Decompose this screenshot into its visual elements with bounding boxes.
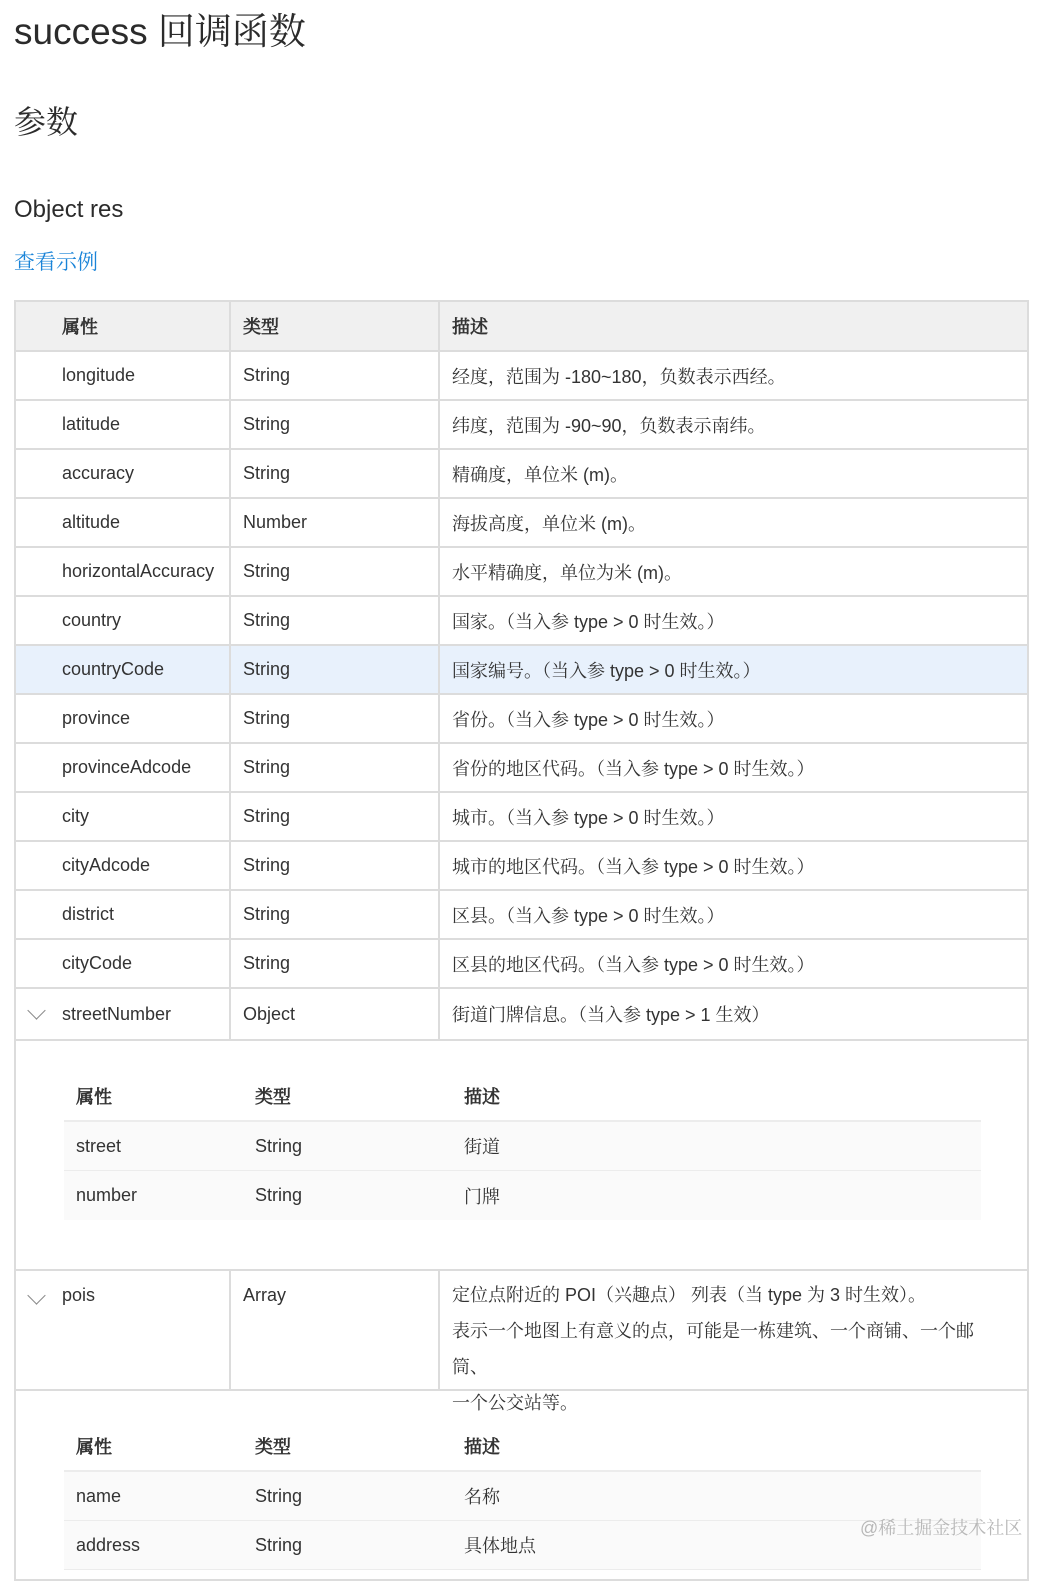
row-desc: 区县。（当入参 type > 0 时生效。）: [452, 905, 725, 926]
street-number-subtable-wrap: [16, 1041, 1027, 1271]
subtable-row: [64, 1521, 981, 1570]
row-type: String: [231, 842, 440, 889]
header-property: 属性: [16, 302, 231, 350]
sub-row-type: String: [255, 1485, 303, 1506]
table-header: [16, 302, 1027, 352]
street-number-row[interactable]: [16, 989, 1027, 1041]
row-type: Number: [231, 499, 440, 546]
row-name: district: [16, 891, 231, 938]
sub-header-desc: 描述: [464, 1436, 500, 1457]
table-row: [16, 597, 1027, 646]
sub-row-type: String: [255, 1185, 303, 1205]
object-heading: Object res: [14, 196, 124, 223]
pois-desc-line: 表示一个地图上有意义的点，可能是一栋建筑、一个商铺、一个邮筒、: [452, 1321, 974, 1377]
sub-row-desc: 街道: [464, 1137, 500, 1157]
street-number-subtable: [64, 1071, 981, 1220]
subtable-row: [64, 1171, 981, 1220]
sub-header-property: 属性: [76, 1436, 112, 1457]
row-desc: 省份的地区代码。（当入参 type > 0 时生效。）: [452, 758, 815, 779]
row-type: String: [231, 695, 440, 742]
row-type: Array: [231, 1271, 440, 1389]
table-row: [16, 695, 1027, 744]
sub-row-name: number: [76, 1185, 138, 1205]
subtable-row: [64, 1472, 981, 1521]
row-desc: 国家。（当入参 type > 0 时生效。）: [452, 611, 725, 632]
row-type: String: [231, 548, 440, 595]
chevron-down-icon[interactable]: [27, 1286, 45, 1304]
pois-desc-line: 定位点附近的 POI（兴趣点） 列表（当 type 为 3 时生效）。: [452, 1285, 927, 1305]
table-row: [16, 499, 1027, 548]
view-example-link[interactable]: 查看示例: [14, 251, 98, 274]
row-type: String: [231, 450, 440, 497]
sub-row-name: street: [76, 1135, 122, 1156]
row-name: cityAdcode: [16, 842, 231, 889]
row-type: String: [231, 597, 440, 644]
pois-row[interactable]: [16, 1271, 1027, 1413]
row-type: String: [231, 401, 440, 448]
row-desc: 国家编号。（当入参 type > 0 时生效。）: [452, 660, 761, 681]
pois-desc-line: 一个公交站等。: [452, 1393, 578, 1413]
sub-row-type: String: [255, 1534, 303, 1555]
pois-name-cell[interactable]: [16, 1271, 231, 1389]
row-type: String: [231, 891, 440, 938]
row-name: latitude: [16, 401, 231, 448]
row-desc: 纬度，范围为 -90~90，负数表示南纬。: [452, 415, 766, 436]
row-desc: 街道门牌信息。（当入参 type > 1 生效）: [452, 1005, 770, 1025]
table-row: [16, 352, 1027, 401]
row-desc: 海拔高度，单位米 (m)。: [452, 513, 646, 534]
row-name: horizontalAccuracy: [16, 548, 231, 595]
row-name: countryCode: [16, 646, 231, 693]
table-row: [16, 940, 1027, 989]
row-name: pois: [62, 1285, 96, 1305]
sub-header-desc: 描述: [464, 1086, 500, 1107]
row-name: country: [16, 597, 231, 644]
sub-row-desc: 门牌: [464, 1186, 500, 1207]
subtable-row: [64, 1122, 981, 1171]
row-desc: [440, 1271, 1027, 1421]
page-title: success 回调函数: [14, 11, 306, 52]
sub-row-name: address: [76, 1534, 141, 1555]
row-name: altitude: [16, 499, 231, 546]
section-heading: 参数: [14, 104, 79, 140]
sub-row-type: String: [255, 1135, 303, 1156]
table-row: [16, 401, 1027, 450]
table-row: [16, 891, 1027, 940]
street-number-name-cell[interactable]: [16, 989, 231, 1039]
table-row: [16, 744, 1027, 793]
chevron-down-icon[interactable]: [27, 1001, 45, 1019]
sub-header-type: 类型: [255, 1086, 291, 1107]
row-desc: 经度，范围为 -180~180，负数表示西经。: [452, 366, 786, 387]
row-name: longitude: [16, 352, 231, 399]
sub-header-property: 属性: [76, 1086, 112, 1107]
pois-subtable: [64, 1421, 981, 1570]
row-name: provinceAdcode: [16, 744, 231, 791]
row-name: accuracy: [16, 450, 231, 497]
row-name: province: [16, 695, 231, 742]
subtable-header: [64, 1421, 981, 1472]
sub-row-desc: 具体地点: [464, 1536, 536, 1556]
subtable-header: [64, 1071, 981, 1122]
table-row: [16, 548, 1027, 597]
table-row-highlighted: [16, 646, 1027, 695]
params-table: [14, 300, 1029, 1581]
row-desc: 城市。（当入参 type > 0 时生效。）: [452, 807, 725, 828]
row-type: String: [231, 940, 440, 987]
header-type: 类型: [231, 302, 440, 350]
table-row: [16, 450, 1027, 499]
table-row: [16, 793, 1027, 842]
row-name: streetNumber: [62, 1003, 172, 1024]
row-type: String: [231, 352, 440, 399]
row-type: Object: [231, 989, 440, 1039]
table-row: [16, 842, 1027, 891]
row-name: city: [16, 793, 231, 840]
row-desc: 区县的地区代码。（当入参 type > 0 时生效。）: [452, 954, 815, 975]
row-desc: 城市的地区代码。（当入参 type > 0 时生效。）: [452, 856, 815, 877]
sub-row-name: name: [76, 1485, 122, 1506]
header-desc: 描述: [452, 317, 488, 337]
row-type: String: [231, 793, 440, 840]
sub-header-type: 类型: [255, 1436, 291, 1457]
row-name: cityCode: [16, 940, 231, 987]
watermark: @稀土掘金技术社区: [860, 1518, 1023, 1538]
row-desc: 水平精确度，单位为米 (m)。: [452, 562, 682, 583]
row-type: String: [231, 646, 440, 693]
sub-row-desc: 名称: [464, 1487, 500, 1507]
row-type: String: [231, 744, 440, 791]
row-desc: 精确度，单位米 (m)。: [452, 464, 628, 485]
row-desc: 省份。（当入参 type > 0 时生效。）: [452, 709, 725, 730]
